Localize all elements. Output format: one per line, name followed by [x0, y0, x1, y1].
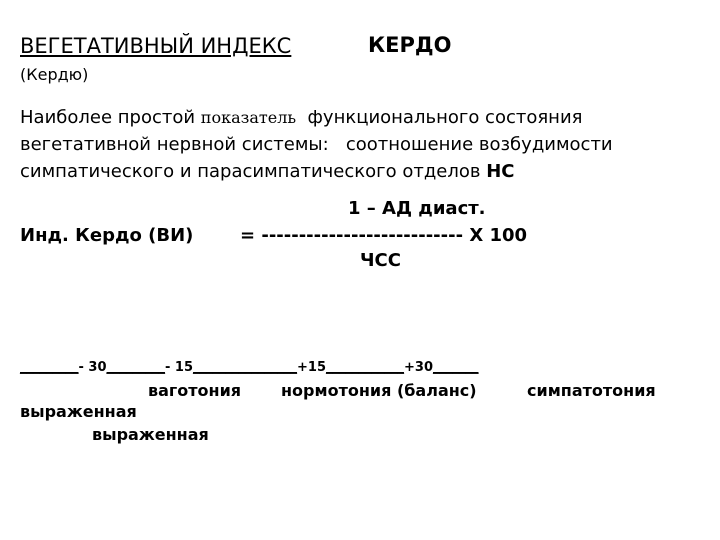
paragraph-text-serif: показатель: [200, 108, 297, 127]
label-vagotonia: ваготония: [148, 381, 242, 400]
paragraph-text-bold: НС: [486, 161, 515, 182]
formula-denominator: ЧСС: [360, 250, 401, 271]
label-expressed-1: выраженная: [20, 402, 137, 421]
scale-blank: ________________: [193, 360, 298, 375]
label-normotonia: нормотония (баланс): [281, 381, 477, 400]
index-scale: [20, 360, 479, 375]
page-title: ВЕГЕТАТИВНЫЙ ИНДЕКС: [20, 34, 292, 58]
scale-blank: ____________: [326, 360, 405, 375]
formula-label: Инд. Кердо (ВИ): [20, 225, 194, 246]
page-title-kerdo: КЕРДО: [368, 33, 452, 57]
scale-blank: _________: [106, 360, 166, 375]
label-sympathotonia: симпатотония: [527, 381, 656, 400]
paragraph-text-1: Наиболее простой: [20, 107, 201, 128]
scale-mark: - 30: [78, 360, 107, 375]
description-paragraph: [20, 104, 613, 185]
label-expressed-2: выраженная: [92, 425, 209, 444]
scale-blank: _______: [433, 360, 479, 375]
formula-numerator: 1 – АД диаст.: [348, 198, 486, 219]
page-subtitle: (Кердю): [20, 65, 89, 84]
formula-fraction-line: = --------------------------- Х 100: [240, 225, 528, 246]
scale-mark: +15: [297, 360, 327, 375]
scale-mark: +30: [404, 360, 433, 375]
paragraph-text-2: функционального состояния вегетативной нервной системы: соотношение возбудимости симпатического и парасимпатического отделов: [20, 107, 613, 182]
scale-blank: _________: [20, 360, 79, 375]
scale-mark: - 15: [165, 360, 194, 375]
